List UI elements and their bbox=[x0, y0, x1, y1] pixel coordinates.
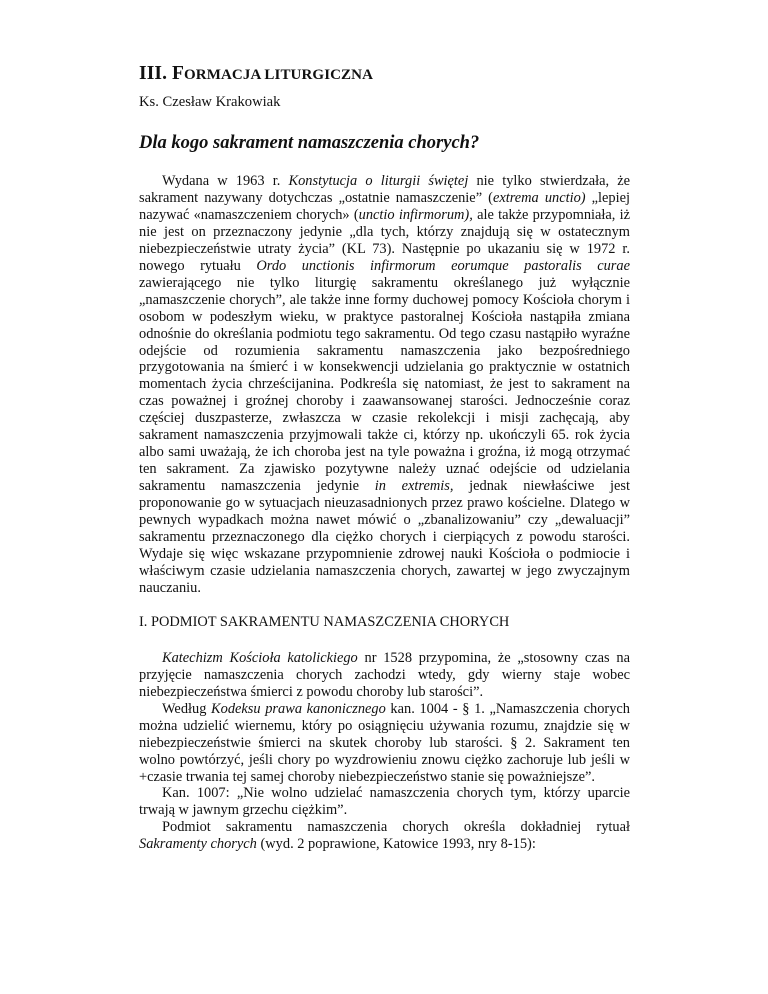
section-title-rest: ORMACJA LITURGICZNA bbox=[184, 67, 374, 83]
section-heading: I. PODMIOT SAKRAMENTU NAMASZCZENIA CHORYCH bbox=[139, 613, 510, 630]
paragraph-katechizm bbox=[139, 650, 630, 701]
text-span: nr 1528 przypomina, że „stosowny czas na przyjęcie namaszczenia chorych zachodzi wtedy, gdy wierny staje wobec niebezpieczeństwa śmierci z powodu choroby lub starości”. bbox=[139, 649, 630, 700]
italic-span: Konstytucja o liturgii świętej bbox=[288, 173, 469, 189]
italic-span: Sakramenty chorych bbox=[139, 836, 257, 853]
text-span: „lepiej nazywać «namaszczeniem chorych» ( bbox=[139, 189, 630, 223]
text-span: zawierającego nie tylko liturgię sakramentu określanego już wyłącznie „namaszczenie chorych”, ale także inne formy duchowej pomocy Kościoła chorym i osobom w podeszłym wieku, w praktyce pastoralnej Kościoła nastąpiła zmiana odnośnie do określania podmiotu tego sakramentu. Od tego czasu nastąpiło wyraźne odejście od rozumienia sakramentu namaszczenia jako bezpośredniego przygotowania na śmierć i w konsekwencji udzielania go praktycznie w ostatnich momentach życia chrześcijanina. Podkreśla się natomiast, że jest to sakrament na czas poważnej i groźnej choroby i zaawansowanej starości. Jednocześnie coraz częściej duszpasterze, zwłaszcza w czasie rekolekcji i misji zachęcają, aby sakrament namaszczenia przyjmowali także ci, którzy np. ukończyli 65. rok życia albo sami uważają, że ich choroba jest na tyle poważna i groźna, iż mogą otrzymać ten sakrament. Za zjawisko pozytywne należy uznać odejście od udzielania sakramentu namaszczenia jedynie bbox=[139, 274, 630, 495]
text-span: Wydana w 1963 r. bbox=[162, 173, 289, 189]
italic-span: Ordo unctionis infirmorum eorumque pastoralis curae bbox=[256, 257, 630, 274]
author-line: Ks. Czesław Krakowiak bbox=[139, 94, 281, 110]
text-span: Według bbox=[162, 700, 212, 717]
text-span: (wyd. 2 poprawione, Katowice 1993, nry 8-15): bbox=[256, 836, 536, 853]
page-content bbox=[139, 62, 630, 853]
text-span: ale także przypomniała, iż nie jest on przeznaczony jedynie „dla tych, którzy znajdują się w ostatecznym niebezpieczeństwie utraty życia” (KL 73). Następnie po ukazaniu się w 1972 r. nowego rytuału bbox=[139, 206, 630, 274]
paragraph-kan-1007: Kan. 1007: „Nie wolno udzielać namaszczenia chorych tym, którzy uparcie trwają w jawnym grzechu ciężkim”. bbox=[139, 785, 630, 819]
section-title-numeral: III. F bbox=[139, 63, 185, 84]
text-span: kan. 1004 - § 1. „Namaszczenia chorych można udzielić wiernemu, który po osiągnięciu używania rozumu, znajdzie się w niebezpieczeństwie śmierci na skutek choroby lub starości. § 2. Sakrament ten wolno powtórzyć, jeśli chory po wyzdrowieniu znowu ciężko zachoruje lub jeśli w +czasie trwania tej samej choroby niebezpieczeństwo stanie się poważniejsze”. bbox=[139, 700, 631, 785]
italic-span: extrema unctio) bbox=[492, 189, 586, 206]
paragraph-rytual bbox=[139, 819, 630, 853]
intro-paragraph bbox=[139, 173, 630, 597]
italic-span: unctio infirmorum), bbox=[358, 206, 473, 223]
text-span: jednak niewłaściwe jest proponowanie go w sytuacjach nieuzasadnionych przez prawo kościelne. Dlatego w pewnych wypadkach można nawet mówić o „zbanalizowaniu” czy „dewaluacji” sakramentu przeznaczonego dla ciężko chorych i cierpiących z powodu starości. Wydaje się więc wskazane przypomnienie zdrowej nauki Kościoła o podmiocie i właściwym czasie udzielania namaszczenia chorych, zawartej w jego zwyczajnym nauczaniu. bbox=[139, 478, 631, 596]
italic-span: Katechizm Kościoła katolickiego bbox=[162, 649, 358, 666]
section-title bbox=[139, 62, 630, 87]
article-title: Dla kogo sakrament namaszczenia chorych? bbox=[139, 133, 480, 153]
text-span: nie tylko stwierdzała, że sakrament nazywany dotychczas „ostatnie namaszczenie” ( bbox=[139, 173, 630, 206]
italic-span: in extremis, bbox=[374, 478, 454, 495]
text-span: Podmiot sakramentu namaszczenia chorych określa dokładniej rytuał bbox=[162, 819, 630, 836]
paragraph-kodeks bbox=[139, 701, 630, 786]
italic-span: Kodeksu prawa kanonicznego bbox=[211, 700, 386, 717]
